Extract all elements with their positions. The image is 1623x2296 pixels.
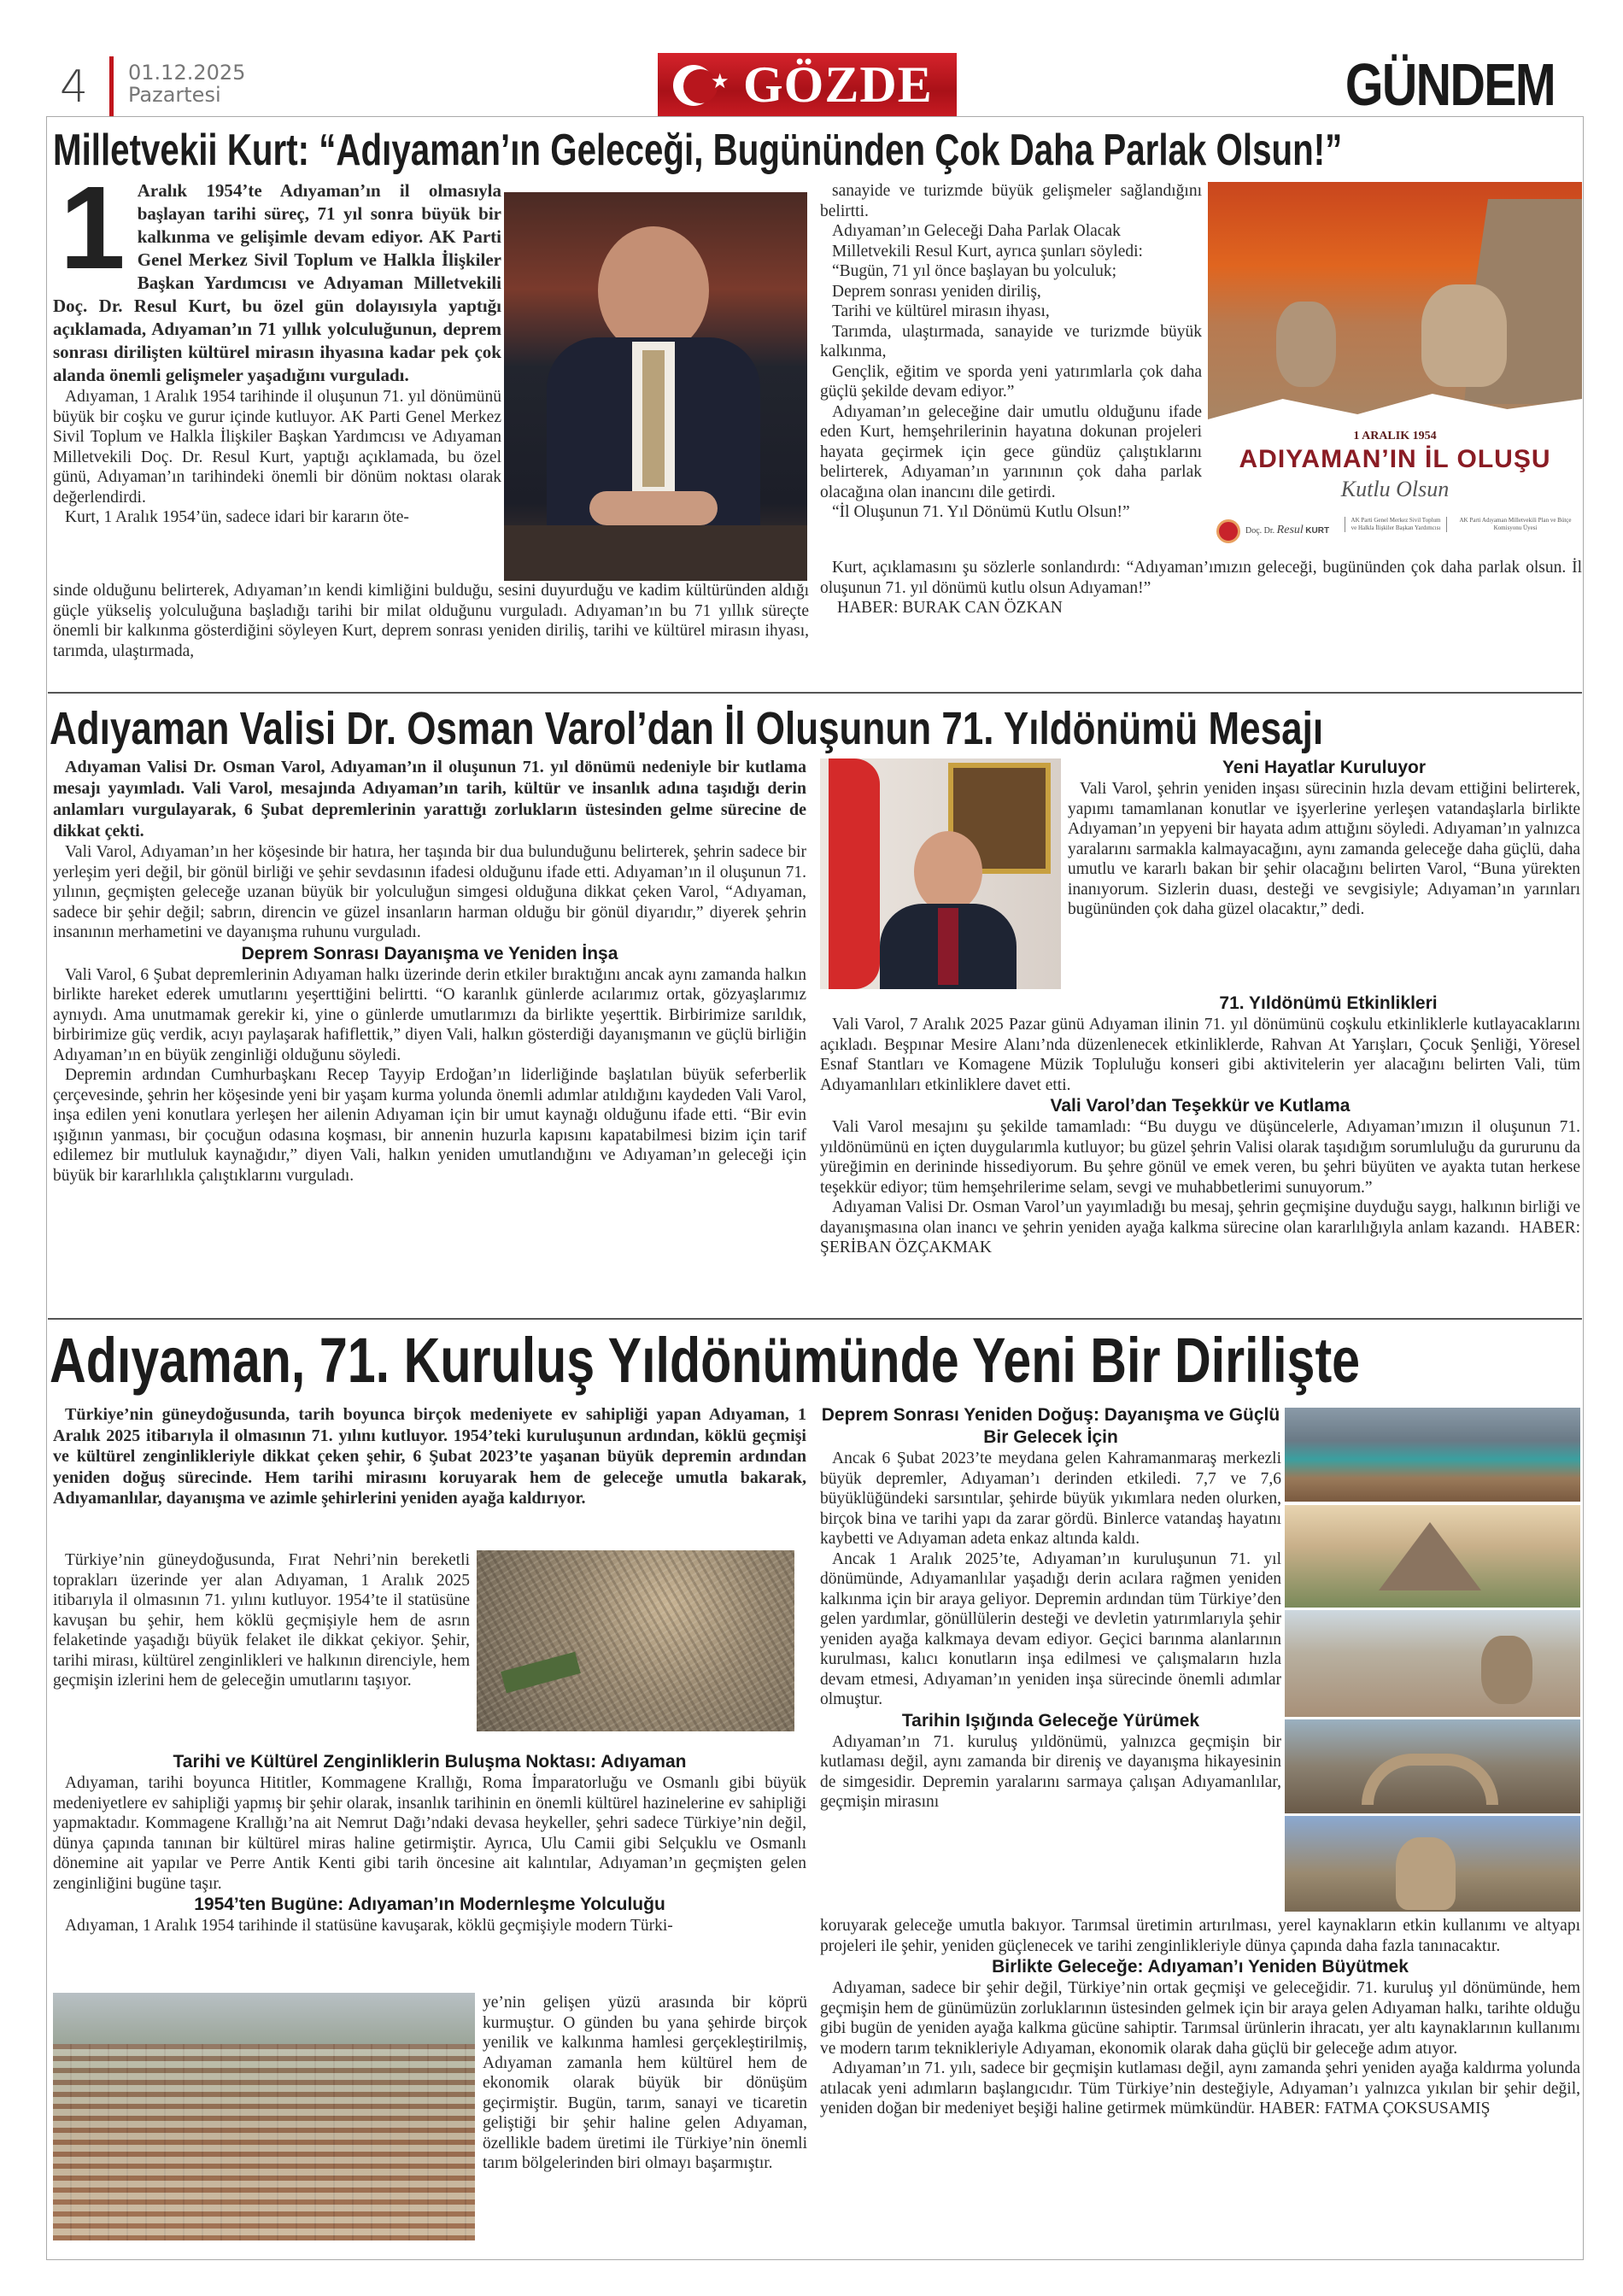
- newspaper-logo[interactable]: [658, 53, 957, 116]
- photo-new-housing: [53, 1993, 475, 2240]
- poster-name-script: Resul: [1276, 524, 1304, 536]
- article3-p8-text: Adıyaman’ın 71. yılı, sadece bir geçmişin kutlaması değil, aynı zamanda şehri yeniden ayağa kaldırma yolunda atılacak yeni adımların başlangıcıdır. Tüm Türkiye’nin desteğiyle, Adıyaman’ı yalnızca yıkılan bir şehir değil, yeniden doğan bir medeniyet beşiği haline getirmek mümkündür.: [820, 2059, 1580, 2117]
- article3-p4: Ancak 6 Şubat 2023’te meydana gelen Kahramanmaraş merkezli büyük depremler, Adıyaman’ı derinden etkiledi. 7,7 ve 7,6 büyüklüğündeki sarsıntılar, şehirde büyük yıkımlara neden olurken, birçok bina ve tarihi yapı da zarar gördü. Binlerce vatandaş hayatını kaybetti ve Adıyaman adeta enkaz altında kaldı.: [820, 1450, 1281, 1548]
- article1-p1: Adıyaman, 1 Aralık 1954 tarihinde il oluşunun 71. yıl dönümünü büyük bir coşku ve gurur içinde kutluyor. AK Parti Genel Merkez Sivil Toplum ve Halkla İlişkiler Başkan Yardımcısı ve Adıyaman Milletvekili Doç. Dr. Resul Kurt, yaptığı açıklamada, bu özel günü, Adıyaman’ın tarihindeki önemli bir dönüm noktası olarak değerlendirdi.: [53, 388, 501, 507]
- article1-lead: [53, 162, 501, 387]
- article1-p2b: sinde olduğunu belirterek, Adıyaman’ın kendi kimliğini bulduğu, sesini duyurduğu ve kadim kültüründen aldığı güçle yükseliş yolculuğuna başladığı tarihi bir milat olduğunu vurguladı. Adıyaman’ın bu 71 yıllık süreçte önemli bir kalkınma gösterdiğini söyleyen Kurt, deprem sonrası yeniden diriliş, tarihi ve kültürel mirasın ihyası, tarımda, ulaştırmada,: [53, 582, 809, 660]
- article2-p7-text: Adıyaman Valisi Dr. Osman Varol’un yayımladığı bu mesaj, şehrin geçmişine duyduğu saygı, halkının birliği ve dayanışmasına olan inancı ve şehrin yeniden ayağa kalkma sürecine olan kararlılığıyla anlam kazandı.: [820, 1198, 1580, 1237]
- logo-name: GÖZDE: [743, 56, 933, 113]
- article-divider: [48, 692, 1582, 694]
- article3-lead: Türkiye’nin güneydoğusunda, tarih boyunca birçok medeniyete ev sahipliği yapan Adıyaman, 1 Aralık 2025 itibarıyla il olmasının 71. yılını kutluyor. 1954’teki kuruluşunun ardından, köklü geçmişi ve kültürel zenginlikleriyle dikkat çeken şehir, 6 Şubat 2023’te yaşanan büyük depremin ardından yeniden doğuş sürecinde. Hem tarihi mirasını koruyarak hem de geleceğe umutla bakarak, Adıyamanlılar, dayanışma ve azimle şehirlerini yeniden ayağa kaldırıyor.: [53, 1405, 806, 1508]
- header-divider: [109, 56, 114, 116]
- article2-col3: [820, 993, 1580, 1258]
- article3-p3b: ye’nin gelişen yüzü arasında bir köprü kurmuştur. O günden bu yana şehirde birçok yenilik ve kalkınma hamlesi gerçekleştirilmiş, Adıyaman zamanla hem kültürel hem de ekonomik olarak büyük bir dönüşüm geçirmiştir. Bugün, tarım, sanayi ve ticaretin geliştiği bir şehir haline gelen Adıyaman, özellikle badem üretimi ile Türkiye’nin önemli tarım bölgelerinden biri olmayı başarmıştır.: [483, 1994, 807, 2172]
- poster-role2: AK Parti Adıyaman Milletvekili Plan ve Bütçe Komisyonu Üyesi: [1459, 517, 1572, 531]
- poster-name-surname: KURT: [1305, 526, 1330, 536]
- article3-p1-block: [53, 1550, 470, 1691]
- article1-byline: HABER: BURAK CAN ÖZKAN: [837, 599, 1063, 617]
- article2-lead: Adıyaman Valisi Dr. Osman Varol, Adıyaman’ın il oluşunun 71. yıl dönümü nedeniyle bir kutlama mesajı yayımladı. Vali Varol, mesajında Adıyaman’ın tarih, kültür ve insanlık adına taşıdığı derin anlamları vurgulayarak, 6 Şubat depremlerinin yarattığı zorlukların üstesinden gelme sürecine de dikkat çekti.: [53, 758, 806, 840]
- article3-p3a: Adıyaman, 1 Aralık 1954 tarihinde il statüsüne kavuşarak, köklü geçmişiyle modern Türki-: [65, 1917, 673, 1935]
- article2-col1: [53, 757, 806, 1186]
- article3-col1b: [53, 1751, 806, 1936]
- article3-p3b-block: [483, 1993, 807, 2174]
- article3-p2: Adıyaman, tarihi boyunca Hititler, Kommagene Krallığı, Roma İmparatorluğu ve Osmanlı gibi büyük medeniyetlere ev sahipliği yapmış bir şehir olarak, insanlık tarihinin en önemli kültürel hazinelerine ev sahipliği yapmaktadır. Kommagene Krallığı’na ait Nemrut Dağı’ndaki devasa heykeller, şehri sadece Türkiye’nin değil, dünya çapında tanınan bir kültürel miras haline getirmiştir. Ayrıca, Ulu Camii gibi Selçuklu ve Osmanlı dönemine ait yapılar ve Perre Antik Kenti gibi tarih öncesine ait kalıntılar, Adıyaman’ın geçmişten gelen zenginliğini bugüne taşır.: [53, 1774, 806, 1893]
- poster-nemrut: [1208, 182, 1582, 558]
- photo-city-aerial: [477, 1550, 794, 1731]
- poster-script: Kutlu Olsun: [1340, 477, 1450, 501]
- article3-subhead2: 1954’ten Bugüne: Adıyaman’ın Modernleşme Yolculuğu: [194, 1895, 665, 1914]
- article3-headline: Adıyaman, 71. Kuruluş Yıldönümünde Yeni Bir Dirilişte: [50, 1325, 1361, 1396]
- date-text: 01.12.2025: [128, 61, 246, 85]
- article1-quote-line: Deprem sonrası yeniden diriliş,: [832, 282, 1041, 301]
- article1-c2-subhead: Adıyaman’ın Geleceği Daha Parlak Olacak: [832, 222, 1121, 240]
- article1-quote-line: Gençlik, eğitim ve sporda yeni yatırımlarla çok daha güçlü şekilde devam ediyor.”: [820, 362, 1202, 401]
- article2-p4: Vali Varol, şehrin yeniden inşası sürecinin hızla devam ettiğini belirterek, yapımı tamamlanan konutlar ve işyerlerine yerleşen vatandaşlarla birlikte Adıyaman’ın yepyeni bir hayata adım attığını söyledi. Adıyaman’ın yalnızca yaralarını sarmakla kalmayacağını, aynı zamanda geleceğe daha güçlü, daha umutlu ve kararlı bakan bir şehir olacağını belirten Varol, “Buna yürekten inanıyorum. Sizlerin duası, desteği ve sevgisiyle; Adıyaman’ın yarınları bugününden çok daha güzel olacaktır,” dedi.: [1068, 780, 1580, 918]
- article2-p7: [820, 1198, 1580, 1258]
- article1-closing-text: Kurt, açıklamasını şu sözlerle sonlandırdı: “Adıyaman’ımızın geleceği, bugününden çok daha parlak olsun. İl oluşunun 71. yıl dönümü kutlu olsun Adıyaman!”: [820, 559, 1582, 597]
- poster-title: ADIYAMAN’IN İL OLUŞU: [1239, 445, 1551, 473]
- photo-nemrut-statue: [1285, 1816, 1580, 1912]
- seal-icon: [1216, 519, 1240, 543]
- photo-nemrut-visitors: [1285, 1610, 1580, 1717]
- article1-col2: [820, 181, 1202, 523]
- article2-p5: Vali Varol, 7 Aralık 2025 Pazar günü Adıyaman ilinin 71. yıl dönümünü coşkulu etkinliklerle kutlayacaklarını açıkladı. Beşpınar Mesire Alanı’nda düzenlenecek etkinliklerde, Rahvan At Yarışları, Çocuk Şenliği, Yöresel Esnaf Stantları ve Komagene Müzik Topluluğu konseri gibi aktivitelerin yer alacağını belirten Vali, tüm Adıyamanlıları etkinliklere davet etti.: [820, 1016, 1580, 1094]
- article1-c2-line: Milletvekili Resul Kurt, ayrıca şunları söyledi:: [832, 242, 1143, 261]
- article2-p1: Vali Varol, Adıyaman’ın her köşesinde bir hatıra, her taşında bir dua bulunduğunu belirterek, şehrin sadece bir yerleşim yeri değil, bir gönül birliği ve şehir sevdasının ifadesi olduğunu ifade etti. Adıyaman’ın il oluşunun 71. yılının, geçmişten geleceğe uzanan büyük bir yolculuğun simgesi olduğuna dikkat çeken Varol, “Adıyaman, sadece bir şehir değil; sabrın, direncin ve güzel insanların harman olduğu bir gönül diyarıdır,” diyerek şehrin insanının merhametini ve dayanışma ruhunu vurguladı.: [53, 843, 806, 941]
- article1-quote-line: Tarımda, ulaştırmada, sanayide ve turizmde büyük kalkınma,: [820, 322, 1202, 360]
- article3-p6b: koruyarak geleceğe umutla bakıyor. Tarımsal üretimin artırılması, yerel kaynakların etkin kullanımı ve altyapı projeleri ile şehir, yeniden güçlenecek ve tarihi zenginlikleriyle dünya çapında daha fazla tanınacaktır.: [820, 1917, 1580, 1955]
- article2-subhead2: Yeni Hayatlar Kuruluyor: [1222, 758, 1427, 777]
- article3-col2: [820, 1404, 1281, 1813]
- weekday-text: Pazartesi: [128, 83, 221, 108]
- article1-c2-line: “İl Oluşunun 71. Yıl Dönümü Kutlu Olsun!”: [832, 503, 1130, 521]
- poster-name-prefix: Doç. Dr.: [1245, 526, 1275, 536]
- article1-continued: [53, 581, 809, 661]
- article1-quote-line: Tarihi ve kültürel mirasın ihyası,: [832, 302, 1050, 320]
- photo-resul-kurt: [504, 192, 807, 581]
- poster-role1: AK Parti Genel Merkez Sivil Toplum ve Halkla İlişkiler Başkan Yardımcısı: [1345, 517, 1447, 532]
- photo-historic-bridge: [1285, 1719, 1580, 1813]
- article3-p1: Türkiye’nin güneydoğusunda, Fırat Nehri’nin bereketli toprakları üzerinde yer alan Adıyaman, 1 Aralık 2025 itibarıyla il olmasının 71. yılını kutluyor. 1954’te il statüsüne kavuşan bu şehir, hem köklü geçmişiyle hem de asrın felaketinde yaşadığı büyük felaket ile dikkat çekiyor. Şehir, tarihi mirası, kültürel zenginlikleri ve halkının direnciyle, hem geçmişin izlerini hem de geleceğin umutlarını taşıyor.: [53, 1551, 470, 1690]
- article3-subhead4: Tarihin Işığında Geleceğe Yürümek: [901, 1710, 1200, 1731]
- article2-headline: Adıyaman Valisi Dr. Osman Varol’dan İl Oluşunun 71. Yıldönümü Mesajı: [50, 703, 1324, 754]
- article3-subhead3: Deprem Sonrası Yeniden Doğuş: Dayanışma ve Güçlü Bir Gelecek İçin: [821, 1405, 1280, 1447]
- star-icon: ★: [711, 71, 729, 93]
- article1-c2-line: sanayide ve turizmde büyük gelişmeler sağlandığını belirtti.: [820, 182, 1202, 220]
- article1-headline: Milletvekii Kurt: “Adıyaman’ın Geleceği, Bugününden Çok Daha Parlak Olsun!”: [53, 126, 1343, 175]
- photo-osman-varol: [820, 758, 1061, 989]
- article1-lead-text: Aralık 1954’te Adıyaman’ın il olmasıyla başlayan tarihi süreç, 71 yıl sonra büyük bir kalkınma ve gelişimle devam ediyor. AK Parti Genel Merkez Sivil Toplum ve Halkla İlişkiler Başkan Yardımcısı ve Adıyaman Milletvekili Doç. Dr. Resul Kurt, bu özel gün dolayısıyla yaptığı açıklamada, Adıyaman’ın 71 yıllık yolculuğunun, deprem sonrası dirilişten kültürel mirasın ihyasına kadar pek çok alanda önemli gelişmeler yaşadığını vurguladı.: [53, 180, 501, 385]
- article-divider: [48, 1318, 1582, 1320]
- issue-date: [128, 62, 245, 107]
- article1-quote-line: “Bugün, 71 yıl önce başlayan bu yolculuk;: [832, 262, 1117, 280]
- article2-p2: Vali Varol, 6 Şubat depremlerinin Adıyaman halkı üzerinde derin etkiler bıraktığını ancak aynı zamanda halkın birlikte hareket ederek umutlarını yeşerttiğini belirtti. “O karanlık günlerde acılarımız ortak, gözyaşlarımız aynıydı. Ama unutmamak gerekir ki, yine o günlerde umutlarımızı da birlikte yeşerttik. Birbirimize sarıldık, birbirimize güç verdik, acıyı paylaşarak hafiflettik,” diyen Vali, halkın gösterdiği dayanışmanın ve güçlü birliğin Adıyaman’ın en büyük zenginliği olduğunu söyledi.: [53, 965, 806, 1064]
- photo-nemrut-aerial: [1285, 1505, 1580, 1608]
- article3-subhead1: Tarihi ve Kültürel Zenginliklerin Buluşma Noktası: Adıyaman: [173, 1752, 687, 1772]
- poster-name: [1245, 524, 1329, 537]
- drop-cap: 1: [60, 162, 126, 294]
- article2-p6: Vali Varol mesajını şu şekilde tamamladı: “Bu duygu ve düşüncelerle, Adıyaman’ımızın il oluşunun 71. yıldönümünü en içten duygularımla kutluyor; bu güzel şehrin Valisi olarak taşıdığım sorumluluğu da gururunu da yüreğimin en derininde hissediyorum. Bu şehre gönül ve emek veren, bu şehri büyüten ve ayakta tutan herkese teşekkür ediyor; tüm hemşehrilerime selam, sevgi ve muhabbetlerimi sunuyorum.”: [820, 1118, 1580, 1197]
- article3-byline: HABER: FATMA ÇOKSUSAMIŞ: [1258, 2100, 1491, 2117]
- photo-river-canyon: [1285, 1408, 1580, 1502]
- poster-date: 1 ARALIK 1954: [1353, 430, 1437, 442]
- article3-p6a: Adıyaman’ın 71. kuruluş yıldönümü, yalnızca geçmişin bir kutlaması değil, aynı zamanda bir direniş ve dayanışma hikayesinin de simgesidir. Depremin yaralarını sarmaya çalışan Adıyamanlılar, geçmişin mirasını: [820, 1732, 1281, 1811]
- article2-subhead1: Deprem Sonrası Dayanışma ve Yeniden İnşa: [241, 943, 618, 964]
- page-number: 4: [60, 62, 89, 113]
- article1-p2a: Kurt, 1 Aralık 1954’ün, sadece idari bir kararın öte-: [65, 508, 409, 526]
- article3-p7: Adıyaman, sadece bir şehir değil, Türkiye’nin ortak geçmişi ve geleceğidir. 71. kuruluş yıl dönümünde, hem geçmişin hem de günümüzün zorluklarının üstesinden gelmek için bir araya gelen Adıyaman halkı, tarihte olduğu gibi bugün de yeniden ayağa kalkma gücüne sahiptir. Tarımsal ürünlerin ihracatı, yer altı kaynaklarının kullanımı ve modern tarım teknikleriyle Adıyaman, ekonomik olarak daha güçlü bir geleceğe adım atıyor.: [820, 1979, 1580, 2058]
- article2-subhead3: 71. Yıldönümü Etkinlikleri: [1219, 993, 1438, 1013]
- article2-col2: [1068, 757, 1580, 920]
- article2-subhead4: Vali Varol’dan Teşekkür ve Kutlama: [1050, 1096, 1351, 1116]
- section-title: GÜNDEM: [1345, 51, 1555, 118]
- article2-p3: Depremin ardından Cumhurbaşkanı Recep Tayyip Erdoğan’ın liderliğinde başlatılan büyük seferberlik çerçevesinde, şehrin her köşesinde yeni bir yaşam kurma yolunda önemli adımlar atıldığını kaydeden Vali Varol, inşa edilen yeni konutlara yerleşen her ailenin Adıyaman için bir umut kaynağı olduğunu ifade etti. “Bir evin ışığının yanması, bir çocuğun odasına koşması, bir annenin huzurla kapısını kapatabilmesi bizim için tarif edilemez bir mutluluk kaynağıdır,” diyen Vali, halkın yeniden umutlandığını ve Adıyaman’ın geleceği için büyük bir kararlılıkla çalıştıklarını vurguladı.: [53, 1066, 806, 1185]
- article3-p8: [820, 2059, 1580, 2119]
- article3-col1: [53, 1404, 806, 1509]
- article1-closing: [820, 558, 1582, 618]
- article3-col2b: [820, 1916, 1580, 2119]
- article3-p5: Ancak 1 Aralık 2025’te, Adıyaman’ın kuruluşunun 71. yıl dönümünde, Adıyamanlılar yaşadığı derin acılara rağmen yeniden kalkınma için bir araya geliyor. Depremin ardından tüm Türkiye’den gelen yardımlar, gönüllülerin desteği ve devletin yatırımlarıyla şehir yeniden ayağa kalkmaya devam ediyor. Geçici barınma alanlarının kurulması, kalıcı konutların inşa edilmesi ve çalışmaların hızla devam etmesi, Adıyaman’ın yeniden inşa sürecinde önemli adımlar olmuştur.: [820, 1549, 1281, 1708]
- article1-col1: [53, 162, 501, 528]
- article1-c2-line: Adıyaman’ın geleceğine dair umutlu olduğunu ifade eden Kurt, hemşehrilerinin hayatına dokunan projeleri hayata geçirmek için gece gündüz çalıştıklarını belirterek, Adıyaman’ın yarınının çok daha parlak olacağına olan inancını dile getirdi.: [820, 402, 1202, 501]
- article3-subhead5: Birlikte Geleceğe: Adıyaman’ı Yeniden Büyütmek: [992, 1957, 1409, 1977]
- article2-byline: HABER: ŞERİBAN ÖZÇAKMAK: [820, 1218, 1580, 1256]
